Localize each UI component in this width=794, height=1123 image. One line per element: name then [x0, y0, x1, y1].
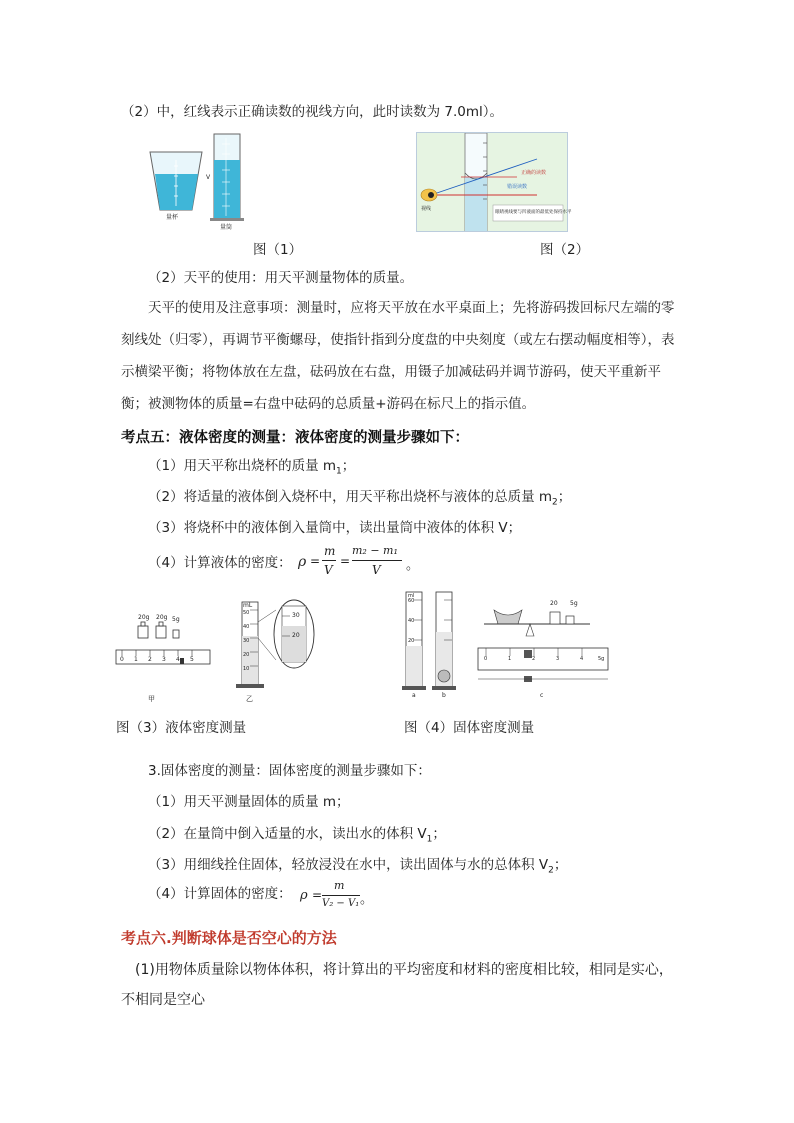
- volume-label: V: [206, 174, 211, 181]
- figure-3-image: [112, 592, 322, 710]
- section-5-step-2: （2）将适量的液体倒入烧杯中，用天平称出烧杯与液体的总质量 $m_2$；: [148, 489, 572, 508]
- fig4-ruler-5: 5g: [598, 656, 605, 662]
- section-6-line-1: (1)用物体质量除以物体体积，将计算出的平均密度和材料的密度相比较，相同是实心，: [135, 962, 673, 978]
- label-b: b: [442, 692, 446, 699]
- fig4-tick-40: 40: [408, 618, 415, 624]
- beaker-label: 量杯: [166, 214, 179, 221]
- section-6-heading: 考点六.判断球体是否空心的方法: [121, 929, 337, 947]
- solid-density-title: 3.固体密度的测量：固体密度的测量步骤如下：: [148, 763, 431, 779]
- figure-4-caption: 图（4）固体密度测量: [404, 720, 535, 736]
- zoom-tick-30: 30: [292, 612, 300, 619]
- formula-m: m: [324, 544, 336, 558]
- fig4-ruler-1: 1: [508, 656, 512, 662]
- figure-2-caption: 图（2）: [540, 242, 590, 258]
- section-6-line-2: 不相同是空心: [121, 992, 205, 1008]
- figure-2-image: [416, 132, 572, 232]
- fig4-ruler-3: 3: [556, 656, 560, 662]
- formula-rho: ρ: [298, 554, 307, 570]
- ruler-tick-5: 5: [190, 656, 194, 663]
- ruler-tick-1: 1: [134, 656, 138, 663]
- solid-formula-denominator: V₂ − V₁: [322, 898, 360, 909]
- cyl-tick-20: 20: [243, 652, 250, 658]
- solid-step-1: （1）用天平测量固体的质量 m；: [148, 794, 350, 810]
- fig4-weight-5g: 5g: [570, 600, 578, 607]
- formula-v: V: [324, 563, 333, 577]
- correct-reading-label: 正确的读数: [521, 170, 547, 176]
- section-5-step-3: （3）将烧杯中的液体倒入量筒中，读出量筒中液体的体积 V；: [148, 520, 522, 536]
- fig4-ruler-4: 4: [580, 656, 584, 662]
- zoom-tick-20: 20: [292, 632, 300, 639]
- intro-line: （2）中，红线表示正确读数的视线方向，此时读数为 7.0ml）。: [121, 104, 504, 120]
- formula-end: 。: [406, 558, 420, 573]
- solid-step-2: （2）在量筒中倒入适量的水，读出水的体积 $V_1$；: [148, 826, 446, 845]
- fig4-weight-20: 20: [550, 600, 558, 607]
- figure-1-caption: 图（1）: [253, 242, 303, 258]
- formula-numerator: m₂ − m₁: [352, 544, 398, 557]
- label-yi: 乙: [246, 695, 253, 703]
- solid-density-formula: ρ = m V₂ − V₁ 。: [300, 879, 374, 909]
- solid-formula-rho: ρ: [300, 888, 308, 903]
- figure-3-caption: 图（3）液体密度测量: [116, 720, 247, 736]
- fig4-ruler-0: 0: [484, 656, 488, 662]
- fig4-ruler-2: 2: [532, 656, 536, 662]
- weight-label-2: 20g: [156, 614, 168, 621]
- balance-title: （2）天平的使用：用天平测量物体的质量。: [148, 270, 414, 286]
- ruler-tick-3: 3: [162, 656, 166, 663]
- cyl-tick-40: 40: [243, 624, 250, 630]
- weight-label-3: 5g: [172, 616, 180, 623]
- cylinder-unit: mL: [243, 602, 253, 609]
- solid-step-4: （4）计算固体的密度：: [148, 886, 292, 902]
- figure-1-image: [146, 130, 256, 230]
- solid-formula-numerator: m: [334, 879, 345, 892]
- ruler-tick-4: 4: [176, 656, 180, 663]
- figure-4-image: [400, 590, 610, 708]
- liquid-density-formula: ρ = m V = m₂ − m₁ V 。: [298, 544, 420, 577]
- ruler-tick-0: 0: [120, 656, 124, 663]
- cyl-tick-10: 10: [243, 666, 250, 672]
- section-5-step-1: （1）用天平称出烧杯的质量 $m_1$；: [148, 458, 356, 477]
- eye-label: 视线: [421, 206, 432, 212]
- fig4-tick-20: 20: [408, 638, 415, 644]
- ruler-tick-2: 2: [148, 656, 152, 663]
- section-5-step-4: （4）计算液体的密度：: [148, 555, 292, 571]
- cylinder-label: 量筒: [220, 224, 233, 231]
- cyl-tick-30: 30: [243, 638, 250, 644]
- label-a: a: [412, 692, 416, 699]
- note-label: 眼睛视线要与凹液面的最低处保持水平: [495, 210, 572, 215]
- fig4-tick-60: 60: [408, 598, 415, 604]
- wrong-reading-label: 错误读数: [507, 184, 528, 190]
- cyl-tick-50: 50: [243, 610, 250, 616]
- label-jia: 甲: [148, 695, 155, 703]
- label-c: c: [540, 692, 544, 699]
- weight-label-1: 20g: [138, 614, 150, 621]
- formula-denominator: V: [372, 563, 381, 577]
- solid-formula-end: 。: [360, 892, 374, 907]
- solid-step-3: （3）用细线拴住固体，轻放浸没在水中，读出固体与水的总体积 $V_2$；: [148, 857, 568, 876]
- fig4-cyl-unit: ml: [408, 593, 415, 599]
- balance-paragraph: 天平的使用及注意事项：测量时，应将天平放在水平桌面上；先将游码拨回标尺左端的零刻线处（归零），再调节平衡螺母，使指针指到分度盘的中央刻度（或左右摆动幅度相等），表示横梁平衡；将物体放在左盘，砝码放在右盘，用镊子加减砝码并调节游码，使天平重新平衡；被测物体的质量=右盘中砝码的总质量+游码在标尺上的指示值。: [121, 300, 675, 412]
- section-5-heading: 考点五：液体密度的测量：液体密度的测量步骤如下：: [121, 430, 469, 446]
